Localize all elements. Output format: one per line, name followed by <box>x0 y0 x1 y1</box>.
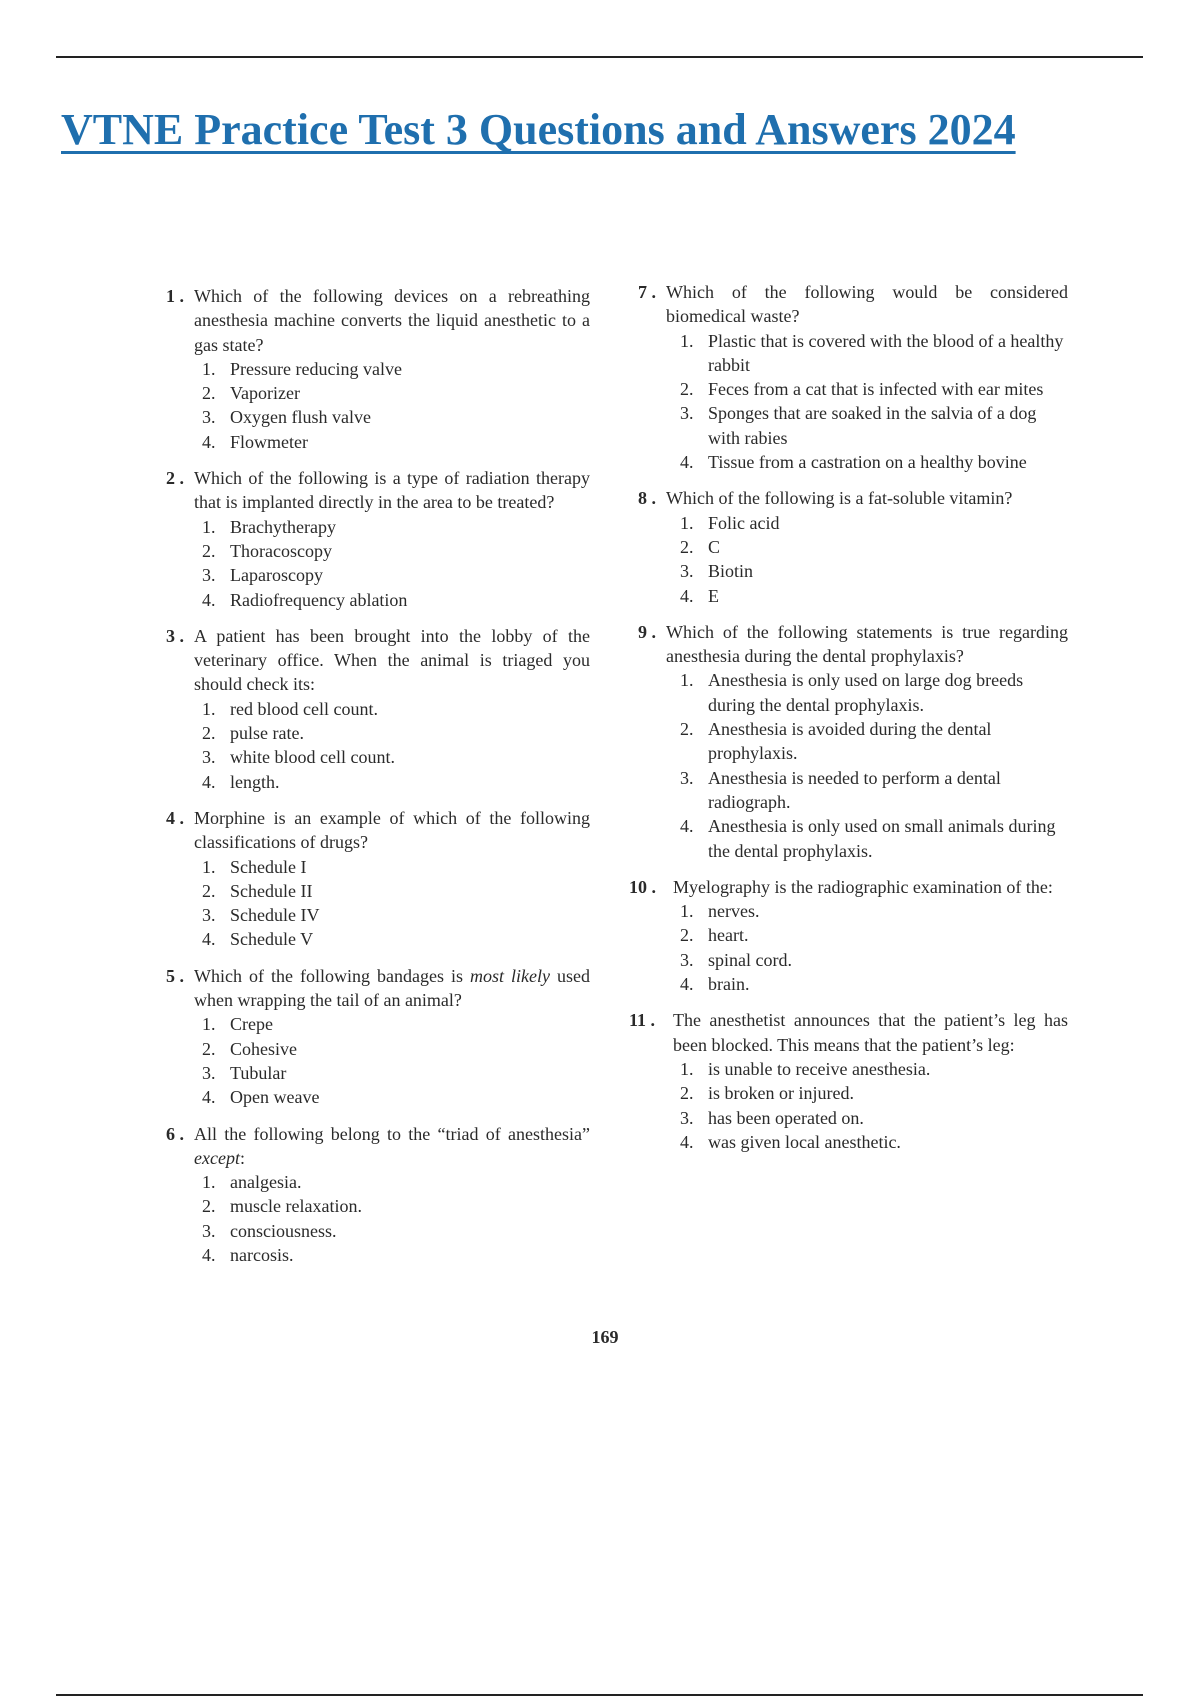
answer-option <box>166 1219 590 1243</box>
option-text: consciousness. <box>230 1220 337 1241</box>
option-number: 2. <box>680 379 694 400</box>
question-stem <box>166 1122 590 1171</box>
question-text: Which of the following is a type of radiation therapy that is implanted directly in the area to be treated? <box>194 468 590 513</box>
option-text: was given local anesthetic. <box>708 1131 901 1152</box>
option-number: 2. <box>680 719 694 740</box>
option-number: 4. <box>202 589 216 610</box>
question-2 <box>166 466 590 612</box>
option-number: 2. <box>680 1083 694 1104</box>
footer-rule <box>56 1694 1143 1696</box>
question-stem <box>166 624 590 697</box>
option-number: 2. <box>202 1038 216 1059</box>
answer-option <box>166 903 590 927</box>
question-number: 10 . <box>629 876 656 897</box>
answer-option <box>638 766 1068 815</box>
answer-options <box>166 1170 590 1267</box>
question-text: Which of the following devices on a rebreathing anesthesia machine converts the liquid anesthetic to a gas state? <box>194 286 590 355</box>
answer-option <box>166 563 590 587</box>
option-number: 2. <box>202 723 216 744</box>
option-text: Schedule V <box>230 929 314 950</box>
answer-option <box>166 1243 590 1267</box>
answer-option <box>166 1061 590 1085</box>
answer-option <box>166 381 590 405</box>
question-text: Myelography is the radiographic examination of the: <box>673 876 1053 897</box>
option-text: Anesthesia is only used on small animals during the dental prophylaxis. <box>708 816 1056 861</box>
answer-option <box>638 559 1068 583</box>
option-number: 2. <box>202 540 216 561</box>
option-text: is broken or injured. <box>708 1083 854 1104</box>
option-text: Pressure reducing valve <box>230 358 402 379</box>
answer-options <box>166 855 590 952</box>
option-text: Tissue from a castration on a healthy bovine <box>708 452 1027 473</box>
answer-option <box>166 430 590 454</box>
option-number: 1. <box>680 330 694 351</box>
question-number: 7 . <box>638 282 656 302</box>
question-stem <box>638 280 1068 329</box>
option-text: narcosis. <box>230 1244 294 1265</box>
question-number: 8 . <box>638 488 656 509</box>
option-number: 2. <box>680 536 694 557</box>
answer-option <box>166 879 590 903</box>
answer-option <box>638 1130 1068 1154</box>
option-text: Tubular <box>230 1062 287 1083</box>
option-text: analgesia. <box>230 1172 302 1193</box>
option-number: 4. <box>680 974 694 995</box>
answer-option <box>638 668 1068 717</box>
option-number: 1. <box>680 1058 694 1079</box>
option-text: Feces from a cat that is infected with ear mites <box>708 379 1044 400</box>
option-text: spinal cord. <box>708 949 792 970</box>
option-number: 4. <box>680 452 694 473</box>
answer-option <box>166 357 590 381</box>
answer-option <box>166 697 590 721</box>
answer-option <box>166 539 590 563</box>
answer-option <box>638 717 1068 766</box>
option-number: 3. <box>680 767 694 788</box>
question-number: 4 . <box>166 807 184 828</box>
answer-option <box>166 855 590 879</box>
question-1 <box>166 284 590 454</box>
option-text: Flowmeter <box>230 431 308 452</box>
answer-options <box>166 1012 590 1109</box>
question-11 <box>629 1008 1068 1154</box>
option-number: 4. <box>202 431 216 452</box>
question-number: 2 . <box>166 468 184 489</box>
option-number: 3. <box>202 905 216 926</box>
answer-options <box>166 515 590 612</box>
question-number: 9 . <box>638 621 656 642</box>
answer-option <box>166 927 590 951</box>
option-text: Brachytherapy <box>230 516 336 537</box>
question-7 <box>638 280 1068 474</box>
option-text: has been operated on. <box>708 1107 864 1128</box>
option-number: 1. <box>202 856 216 877</box>
option-number: 4. <box>680 1131 694 1152</box>
question-5 <box>166 964 590 1110</box>
answer-option <box>638 535 1068 559</box>
answer-options <box>166 697 590 794</box>
question-stem <box>638 620 1068 669</box>
option-number: 1. <box>680 670 694 691</box>
answer-option <box>638 511 1068 535</box>
answer-options <box>638 329 1068 475</box>
option-text: Vaporizer <box>230 383 300 404</box>
question-number: 6 . <box>166 1123 184 1144</box>
question-text: Which of the following would be considered biomedical waste? <box>666 282 1068 327</box>
option-number: 1. <box>202 698 216 719</box>
answer-option <box>166 721 590 745</box>
option-number: 2. <box>202 880 216 901</box>
option-number: 1. <box>680 901 694 922</box>
answer-option <box>166 1170 590 1194</box>
option-number: 4. <box>680 585 694 606</box>
option-text: Anesthesia is only used on large dog breeds during the dental prophylaxis. <box>708 670 1024 715</box>
option-text: Sponges that are soaked in the salvia of a dog with rabies <box>708 403 1037 448</box>
question-text: A patient has been brought into the lobby of the veterinary office. When the animal is triaged you should check its: <box>194 625 590 695</box>
option-number: 3. <box>680 949 694 970</box>
answer-option <box>166 1037 590 1061</box>
question-stem <box>166 284 590 357</box>
question-emphasis: except <box>194 1147 240 1168</box>
option-number: 3. <box>202 407 216 428</box>
question-4 <box>166 806 590 952</box>
option-text: length. <box>230 771 280 792</box>
question-9 <box>638 620 1068 863</box>
option-text: white blood cell count. <box>230 747 395 768</box>
question-6 <box>166 1122 590 1268</box>
option-number: 1. <box>202 1014 216 1035</box>
option-text: Plastic that is covered with the blood of a healthy rabbit <box>708 330 1064 375</box>
option-number: 4. <box>202 929 216 950</box>
option-text: nerves. <box>708 901 760 922</box>
question-stem <box>629 1008 1068 1057</box>
question-8 <box>638 486 1068 607</box>
option-number: 3. <box>202 747 216 768</box>
question-stem <box>638 486 1068 510</box>
answer-option <box>166 1085 590 1109</box>
answer-option <box>166 745 590 769</box>
answer-option <box>166 1012 590 1036</box>
question-text: Which of the following statements is true regarding anesthesia during the dental prophylaxis? <box>666 621 1068 667</box>
answer-option <box>638 814 1068 863</box>
answer-option <box>638 923 1068 947</box>
option-text: Anesthesia is needed to perform a dental radiograph. <box>708 767 1001 812</box>
option-text: C <box>708 536 721 557</box>
answer-options <box>166 357 590 454</box>
option-number: 3. <box>680 403 694 424</box>
right-column <box>629 280 1068 1166</box>
answer-option <box>638 972 1068 996</box>
option-text: Crepe <box>230 1014 273 1035</box>
option-text: Cohesive <box>230 1038 297 1059</box>
option-number: 3. <box>202 1062 216 1083</box>
question-emphasis: most likely <box>470 965 550 986</box>
question-text-continued: used when wrapping the tail of an animal? <box>194 965 590 1011</box>
answer-option <box>638 948 1068 972</box>
option-number: 4. <box>202 771 216 792</box>
option-text: Thoracoscopy <box>230 540 332 561</box>
answer-option <box>166 588 590 612</box>
option-number: 3. <box>680 1107 694 1128</box>
answer-options <box>638 511 1068 608</box>
answer-option <box>638 329 1068 378</box>
question-stem <box>166 466 590 515</box>
option-text: Oxygen flush valve <box>230 407 371 428</box>
option-text: pulse rate. <box>230 723 304 744</box>
question-text: The anesthetist announces that the patient’s leg has been blocked. This means that the patient’s leg: <box>673 1010 1068 1055</box>
answer-options <box>638 1057 1068 1154</box>
answer-options <box>638 899 1068 996</box>
question-number: 11 . <box>629 1010 656 1031</box>
option-text: Radiofrequency ablation <box>230 589 408 610</box>
question-stem <box>166 806 590 855</box>
option-number: 1. <box>202 516 216 537</box>
option-number: 2. <box>680 925 694 946</box>
answer-option <box>166 770 590 794</box>
option-number: 3. <box>202 1220 216 1241</box>
answer-option <box>638 899 1068 923</box>
option-text: brain. <box>708 974 750 995</box>
question-number: 3 . <box>166 625 184 646</box>
option-text: red blood cell count. <box>230 698 378 719</box>
answer-option <box>638 1057 1068 1081</box>
option-text: Schedule I <box>230 856 307 877</box>
question-text: Which of the following is a fat-soluble vitamin? <box>666 488 1013 509</box>
answer-option <box>638 584 1068 608</box>
answer-option <box>166 405 590 429</box>
option-number: 2. <box>202 1196 216 1217</box>
option-text: E <box>708 585 719 606</box>
question-number: 1 . <box>166 286 184 306</box>
option-number: 1. <box>202 1172 216 1193</box>
option-number: 4. <box>202 1087 216 1108</box>
option-text: Schedule II <box>230 880 313 901</box>
answer-option <box>638 377 1068 401</box>
left-column <box>166 284 590 1279</box>
option-number: 3. <box>202 565 216 586</box>
answer-option <box>166 1194 590 1218</box>
question-stem <box>629 875 1068 899</box>
option-text: Biotin <box>708 561 754 582</box>
answer-option <box>638 1081 1068 1105</box>
option-number: 1. <box>680 512 694 533</box>
option-number: 4. <box>202 1244 216 1265</box>
option-text: is unable to receive anesthesia. <box>708 1058 931 1079</box>
question-10 <box>629 875 1068 996</box>
option-number: 4. <box>680 816 694 837</box>
document-title: VTNE Practice Test 3 Questions and Answers 2024 <box>61 105 1016 154</box>
option-number: 3. <box>680 561 694 582</box>
answer-option <box>638 401 1068 450</box>
option-text: Folic acid <box>708 512 780 533</box>
question-number: 5 . <box>166 965 184 986</box>
option-number: 1. <box>202 358 216 379</box>
option-number: 2. <box>202 383 216 404</box>
header-rule <box>56 56 1143 58</box>
option-text: muscle relaxation. <box>230 1196 362 1217</box>
option-text: Laparoscopy <box>230 565 323 586</box>
question-stem <box>166 964 590 1013</box>
answer-option <box>638 450 1068 474</box>
question-text: Which of the following bandages is <box>194 965 470 986</box>
question-3 <box>166 624 590 794</box>
question-text: All the following belong to the “triad of anesthesia” <box>194 1123 590 1144</box>
answer-option <box>166 515 590 539</box>
page-number: 169 <box>591 1327 619 1347</box>
answer-option <box>638 1106 1068 1130</box>
option-text: Open weave <box>230 1087 320 1108</box>
option-text: Schedule IV <box>230 905 320 926</box>
option-text: Anesthesia is avoided during the dental prophylaxis. <box>708 719 992 764</box>
question-text: Morphine is an example of which of the following classifications of drugs? <box>194 807 590 853</box>
answer-options <box>638 668 1068 862</box>
question-text-continued: : <box>239 1147 245 1168</box>
option-text: heart. <box>708 925 749 946</box>
